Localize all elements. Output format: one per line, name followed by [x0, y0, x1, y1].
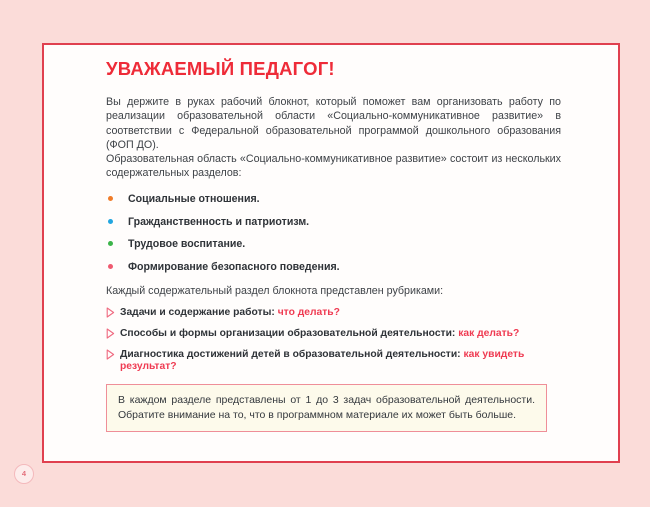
- list-item: [106, 328, 561, 340]
- list-item: [106, 349, 561, 374]
- rubric-label: Диагностика достижений детей в образовательной деятельности:: [120, 348, 461, 360]
- bullet-dot-blue: [108, 219, 113, 224]
- section-label: Социальные отношения.: [128, 192, 260, 205]
- triangle-right-icon: [106, 349, 115, 360]
- rubric-accent: что делать?: [277, 307, 340, 319]
- section-label: Гражданственность и патриотизм.: [128, 215, 310, 228]
- rubric-intro-text: Каждый содержательный раздел блокнота представлен рубриками:: [106, 285, 444, 298]
- bullet-dot-pink: [108, 264, 113, 269]
- intro-paragraph-2: Образовательная область «Социально-коммуникативное развитие» состоит из нескольких содержательных разделов:: [106, 152, 561, 179]
- triangle-right-icon: [106, 307, 115, 318]
- list-item: [106, 261, 561, 273]
- section-label: Трудовое воспитание.: [128, 238, 246, 251]
- rubric-label: Способы и формы организации образовательной деятельности:: [120, 327, 456, 339]
- list-item: [106, 216, 561, 228]
- page-sheet: [42, 43, 620, 463]
- page-title: УВАЖАЕМЫЙ ПЕДАГОГ!: [106, 58, 335, 79]
- intro-paragraph-1: Вы держите в руках рабочий блокнот, который поможет вам организовать работу по реализации образовательной области «Социально-коммуникативное развитие» в соответствии с Федеральной образовательной программой дошкольного образования (ФОП ДО).: [106, 96, 561, 151]
- page-number-label: 4: [21, 469, 27, 479]
- rubric-label: Задачи и содержание работы:: [120, 307, 275, 319]
- triangle-right-icon: [106, 328, 115, 339]
- note-text: В каждом разделе представлены от 1 до 3 задач образовательной деятельности. Обратите внимание на то, что в программном материале их может быть больше.: [118, 394, 535, 421]
- page-number-badge: [14, 464, 34, 484]
- sections-list: [106, 193, 561, 273]
- note-callout-box: [106, 384, 547, 432]
- list-item: [106, 193, 561, 205]
- section-label: Формирование безопасного поведения.: [128, 260, 340, 273]
- rubrics-list: [106, 307, 561, 373]
- rubric-accent: как делать?: [458, 327, 520, 339]
- list-item: [106, 238, 561, 250]
- page-content: [106, 59, 561, 432]
- bullet-dot-orange: [108, 196, 113, 201]
- rubric-accent: как увидеть результат?: [120, 348, 525, 373]
- list-item: [106, 307, 561, 319]
- bullet-dot-green: [108, 241, 113, 246]
